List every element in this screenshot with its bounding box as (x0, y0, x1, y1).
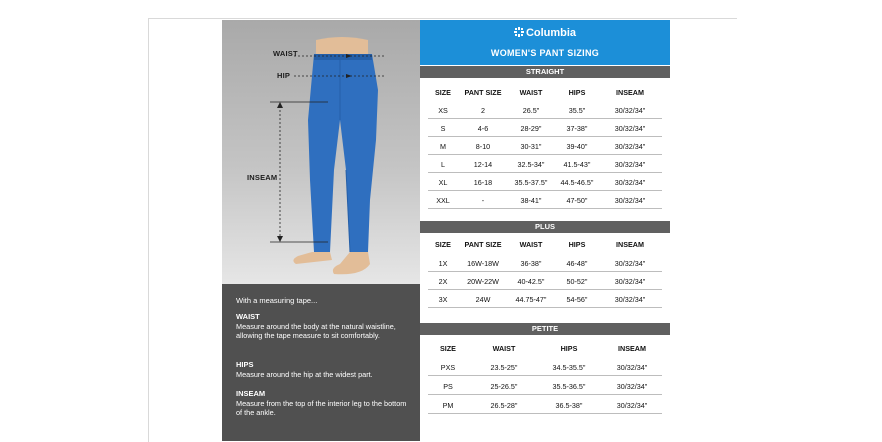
straight-cell: 35.5" (568, 106, 586, 115)
petite-header-0: SIZE (440, 344, 456, 353)
straight-cell: 30/32/34" (614, 196, 646, 205)
plus-header-3: HIPS (568, 240, 586, 249)
straight-cell: 30-31" (520, 142, 542, 151)
petite-cell: 36.5-38" (555, 401, 583, 410)
plus-header-2: WAIST (519, 240, 543, 249)
straight-cell: 12-14 (473, 160, 493, 169)
instructions-intro: With a measuring tape... (236, 296, 318, 305)
straight-cell: 30/32/34" (614, 106, 646, 115)
straight-cell: 26.5" (522, 106, 540, 115)
chart-title: WOMEN'S PANT SIZING (490, 48, 600, 58)
inseam-description: Measure from the top of the interior leg to the bottom of the ankle. (236, 399, 407, 417)
straight-cell: S (440, 124, 446, 133)
waist-description: Measure around the body at the natural waistline, allowing the tape measure to sit comfortably. (236, 322, 396, 340)
plus-row-rule (428, 271, 662, 272)
straight-cell: 30/32/34" (614, 178, 646, 187)
straight-cell: XL (438, 178, 448, 187)
straight-cell: 35.5-37.5" (514, 178, 548, 187)
straight-cell: - (481, 196, 485, 205)
straight-cell: 38-41" (520, 196, 542, 205)
hips-term: HIPS (236, 360, 254, 369)
petite-header-3: INSEAM (618, 344, 646, 353)
petite-cell: PS (443, 382, 453, 391)
plus-cell: 36-38" (520, 259, 542, 268)
straight-cell: 2 (481, 106, 485, 115)
plus-cell: 54-56" (566, 295, 588, 304)
straight-header-2: WAIST (519, 88, 543, 97)
hips-description: Measure around the hip at the widest part. (236, 370, 373, 379)
petite-row-rule (428, 375, 662, 376)
inseam-term: INSEAM (236, 389, 266, 398)
petite-row-rule (428, 413, 662, 414)
brand-name: Columbia (525, 27, 577, 39)
brand (420, 27, 670, 39)
petite-cell: 30/32/34" (616, 363, 648, 372)
petite-cell: PXS (440, 363, 456, 372)
straight-cell: 32.5-34" (517, 160, 545, 169)
hip-label: HIP (277, 71, 291, 80)
straight-cell: XS (438, 106, 448, 115)
straight-cell: 30/32/34" (614, 142, 646, 151)
straight-row-rule (428, 136, 662, 137)
petite-cell: 34.5-35.5" (552, 363, 586, 372)
plus-cell: 20W-22W (467, 277, 499, 286)
size-chart (420, 20, 670, 441)
plus-row-rule (428, 307, 662, 308)
petite-cell: 30/32/34" (616, 382, 648, 391)
straight-row-rule (428, 208, 662, 209)
straight-cell: 8-10 (475, 142, 491, 151)
plus-cell: 30/32/34" (614, 259, 646, 268)
plus-cell: 16W-18W (467, 259, 499, 268)
straight-cell: 39-40" (566, 142, 588, 151)
plus-cell: 3X (438, 295, 448, 304)
plus-section-bar: PLUS (420, 221, 670, 233)
petite-header-1: WAIST (492, 344, 516, 353)
plus-header-1: PANT SIZE (464, 240, 502, 249)
straight-cell: 28-29" (520, 124, 542, 133)
petite-cell: 30/32/34" (616, 401, 648, 410)
jeans-figure (222, 20, 420, 284)
pants-illustration (222, 20, 420, 284)
instructions-panel (222, 284, 420, 441)
straight-cell: 16-18 (473, 178, 493, 187)
straight-cell: 47-50" (566, 196, 588, 205)
straight-row-rule (428, 190, 662, 191)
plus-header-4: INSEAM (616, 240, 644, 249)
plus-cell: 50-52" (566, 277, 588, 286)
straight-cell: XXL (436, 196, 450, 205)
petite-section-bar: PETITE (420, 323, 670, 335)
straight-row-rule (428, 118, 662, 119)
plus-cell: 24W (475, 295, 491, 304)
straight-cell: 30/32/34" (614, 160, 646, 169)
plus-row-rule (428, 289, 662, 290)
straight-row-rule (428, 172, 662, 173)
petite-row-rule (428, 394, 662, 395)
petite-cell: 35.5-36.5" (552, 382, 586, 391)
plus-cell: 30/32/34" (614, 277, 646, 286)
measurement-guide (222, 20, 420, 441)
inseam-label: INSEAM (247, 173, 278, 182)
straight-header-4: INSEAM (616, 88, 644, 97)
columbia-logo-icon (514, 27, 524, 37)
plus-cell: 46-48" (566, 259, 588, 268)
straight-header-1: PANT SIZE (464, 88, 502, 97)
straight-cell: 4-6 (477, 124, 489, 133)
chart-header (420, 20, 670, 65)
waist-label: WAIST (273, 49, 298, 58)
plus-cell: 40-42.5" (517, 277, 545, 286)
petite-cell: 26.5-28" (490, 401, 518, 410)
plus-cell: 30/32/34" (614, 295, 646, 304)
straight-cell: 41.5-43" (563, 160, 591, 169)
plus-cell: 2X (438, 277, 448, 286)
straight-header-0: SIZE (435, 88, 451, 97)
straight-cell: M (440, 142, 446, 151)
straight-header-3: HIPS (568, 88, 586, 97)
petite-cell: 23.5-25" (490, 363, 518, 372)
straight-cell: 44.5-46.5" (560, 178, 594, 187)
straight-cell: 37-38" (566, 124, 588, 133)
petite-header-2: HIPS (560, 344, 578, 353)
plus-cell: 44.75-47" (515, 295, 547, 304)
straight-section-bar: STRAIGHT (420, 66, 670, 78)
plus-header-0: SIZE (435, 240, 451, 249)
straight-cell: L (441, 160, 445, 169)
straight-cell: 30/32/34" (614, 124, 646, 133)
straight-row-rule (428, 154, 662, 155)
petite-cell: 25-26.5" (490, 382, 518, 391)
plus-cell: 1X (438, 259, 448, 268)
petite-cell: PM (442, 401, 454, 410)
waist-term: WAIST (236, 312, 260, 321)
